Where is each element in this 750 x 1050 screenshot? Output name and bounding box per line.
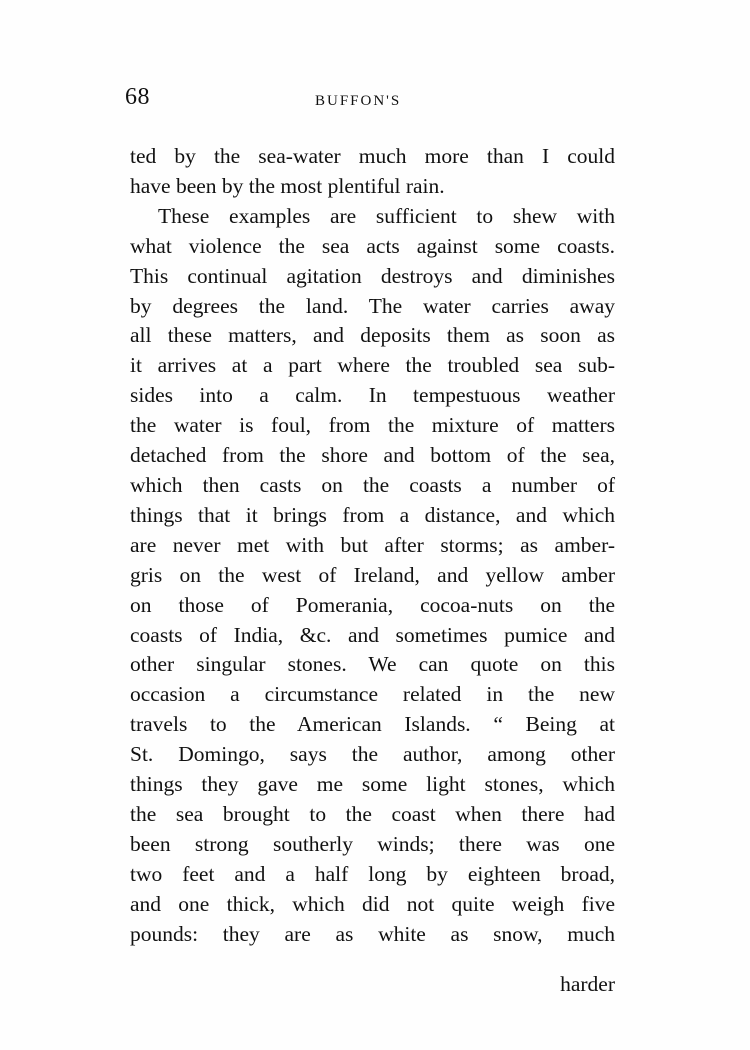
text-line: pounds: they are as white as snow, much xyxy=(130,921,615,946)
text-line: it arrives at a part where the troubled sea sub- xyxy=(130,353,615,378)
text-line: travels to the American Islands. “ Being at xyxy=(130,712,615,737)
body-text xyxy=(130,142,615,949)
text-line: ted by the sea-water much more than I could xyxy=(130,144,615,168)
text-line: two feet and a half long by eighteen broad, xyxy=(130,861,615,886)
text-line: and one thick, which did not quite weigh five xyxy=(130,891,615,916)
text-line: gris on the west of Ireland, and yellow amber xyxy=(130,562,615,587)
text-line: sides into a calm. In tempestuous weather xyxy=(130,383,615,408)
text-line: This continual agitation destroys and diminishes xyxy=(130,263,615,288)
page-number: 68 xyxy=(125,84,150,110)
text-line: have been by the most plentiful rain. xyxy=(130,173,445,198)
text-line: are never met with but after storms; as amber- xyxy=(130,532,615,557)
text-line: the water is foul, from the mixture of matters xyxy=(130,413,615,438)
text-line: all these matters, and deposits them as soon as xyxy=(130,323,615,348)
text-line: been strong southerly winds; there was one xyxy=(130,831,615,856)
text-line: by degrees the land. The water carries away xyxy=(130,293,615,318)
running-head: BUFFON'S xyxy=(315,93,402,109)
text-line: which then casts on the coasts a number of xyxy=(130,472,615,497)
text-line: things that it brings from a distance, and which xyxy=(130,502,615,527)
text-line: coasts of India, &c. and sometimes pumice and xyxy=(130,622,615,647)
text-line: the sea brought to the coast when there had xyxy=(130,801,615,826)
text-line: detached from the shore and bottom of the sea, xyxy=(130,443,615,468)
text-line: These examples are sufficient to shew with xyxy=(158,203,615,228)
page-header xyxy=(125,84,615,120)
text-line: what violence the sea acts against some coasts. xyxy=(130,233,615,258)
text-line: other singular stones. We can quote on this xyxy=(130,652,615,677)
text-line: on those of Pomerania, cocoa-nuts on the xyxy=(130,592,615,617)
text-line: occasion a circumstance related in the new xyxy=(130,682,615,707)
catchword: harder xyxy=(560,972,615,996)
text-line: St. Domingo, says the author, among other xyxy=(130,742,615,767)
text-line: things they gave me some light stones, which xyxy=(130,772,615,797)
